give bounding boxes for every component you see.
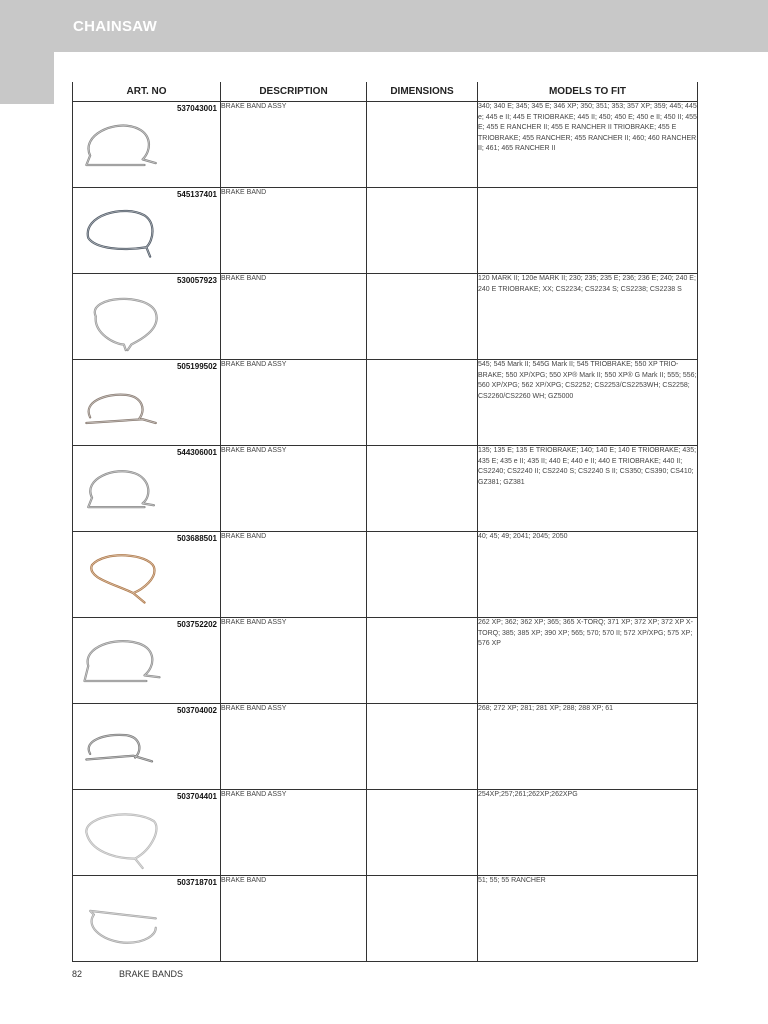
art-no: 503752202: [176, 620, 217, 629]
description-cell: BRAKE BAND ASSY: [221, 790, 367, 876]
dimensions-cell: [367, 704, 478, 790]
brake-band-image: [77, 546, 167, 614]
section-name: BRAKE BANDS: [119, 969, 184, 979]
page-title: CHAINSAW: [73, 18, 158, 35]
table-row: [73, 704, 698, 790]
column-header-description: DESCRIPTION: [221, 82, 367, 102]
brake-band-image: [77, 718, 167, 786]
parts-table: [72, 82, 698, 962]
dimensions-cell: [367, 274, 478, 360]
art-no-cell: [73, 704, 221, 790]
table-row: [73, 102, 698, 188]
models-to-fit-cell: 254XP;257;261;262XP;262XPG: [478, 790, 698, 876]
table-row: [73, 618, 698, 704]
page-number: 82: [72, 969, 83, 979]
brake-band-image: [77, 804, 167, 872]
brake-band-image: [77, 890, 167, 958]
brake-band-image: [77, 632, 167, 700]
art-no-cell: [73, 876, 221, 962]
art-no: 544306001: [176, 448, 217, 457]
header-side-tab: [0, 52, 54, 104]
models-to-fit-cell: 120 MARK II; 120e MARK II; 230; 235; 235 E; 236; 236 E; 240; 240 E; 240 E TRIOBRAKE; XX; CS2234; CS2234 S; CS2238; CS2238 S: [478, 274, 698, 360]
art-no: 505199502: [176, 362, 217, 371]
art-no-cell: [73, 618, 221, 704]
table-row: [73, 532, 698, 618]
art-no-cell: [73, 274, 221, 360]
dimensions-cell: [367, 790, 478, 876]
column-header-dimensions: DIMENSIONS: [367, 82, 478, 102]
art-no: 537043001: [176, 104, 217, 113]
description-cell: BRAKE BAND ASSY: [221, 102, 367, 188]
art-no: 545137401: [176, 190, 217, 199]
art-no-cell: [73, 446, 221, 532]
description-cell: BRAKE BAND: [221, 188, 367, 274]
dimensions-cell: [367, 188, 478, 274]
art-no-cell: [73, 188, 221, 274]
description-cell: BRAKE BAND ASSY: [221, 360, 367, 446]
column-header-models-to-fit: MODELS TO FIT: [478, 82, 698, 102]
models-to-fit-cell: 545; 545 Mark II; 545G Mark II; 545 TRIOBRAKE; 550 XP TRIO-BRAKE; 550 XP/XPG; 550 XP® Mark II; 550 XP® G Mark II; 555; 556; 560 XP/XPG; 562 XP/XPG; CS2252; CS2253/CS2253WH; CS2258; CS2260/CS2260 WH; GZ5000: [478, 360, 698, 446]
table-row: [73, 790, 698, 876]
art-no-cell: [73, 532, 221, 618]
brake-band-image: [77, 116, 167, 184]
models-to-fit-cell: 262 XP; 362; 362 XP; 365; 365 X-TORQ; 371 XP; 372 XP; 372 XP X-TORQ; 385; 385 XP; 390 XP; 565; 570; 570 II; 572 XP/XPG; 575 XP; 576 XP: [478, 618, 698, 704]
art-no: 503704401: [176, 792, 217, 801]
brake-band-image: [77, 288, 167, 356]
table-row: [73, 274, 698, 360]
models-to-fit-cell: 40; 45; 49; 2041; 2045; 2050: [478, 532, 698, 618]
art-no-cell: [73, 102, 221, 188]
art-no: 530057923: [176, 276, 217, 285]
dimensions-cell: [367, 102, 478, 188]
description-cell: BRAKE BAND: [221, 274, 367, 360]
description-cell: BRAKE BAND ASSY: [221, 446, 367, 532]
description-cell: BRAKE BAND ASSY: [221, 704, 367, 790]
dimensions-cell: [367, 360, 478, 446]
table-row: [73, 446, 698, 532]
dimensions-cell: [367, 618, 478, 704]
brake-band-image: [77, 460, 167, 528]
models-to-fit-cell: [478, 188, 698, 274]
art-no-cell: [73, 790, 221, 876]
models-to-fit-cell: 135; 135 E; 135 E TRIOBRAKE; 140; 140 E; 140 E TRIOBRAKE; 435; 435 E; 435 e II; 435 II; 440 E; 440 e II; 440 E TRIOBRAKE; 440 II; CS2240; CS2240 II; CS2240 S; CS2240 S II; CS350; CS390; CS410; GZ381; GZ381: [478, 446, 698, 532]
table-row: [73, 360, 698, 446]
brake-band-image: [77, 374, 167, 442]
dimensions-cell: [367, 446, 478, 532]
models-to-fit-cell: 51; 55; 55 RANCHER: [478, 876, 698, 962]
table-header-row: [73, 82, 698, 102]
dimensions-cell: [367, 532, 478, 618]
models-to-fit-cell: 340; 340 E; 345; 345 E; 346 XP; 350; 351; 353; 357 XP; 359; 445; 445 e; 445 e II; 445 E TRIOBRAKE; 445 II; 450; 450 E; 450 e II; 450 II; 455 E; 455 E RANCHER II; 455 E RANCHER II TRIOBRAKE; 455 E TRIOBRAKE; 455 RANCHER; 455 RANCHER II; 460; 460 RANCHER II; 461; 465 RANCHER II: [478, 102, 698, 188]
description-cell: BRAKE BAND ASSY: [221, 618, 367, 704]
column-header-art-no: ART. NO: [73, 82, 221, 102]
brake-band-image: [77, 202, 167, 270]
art-no: 503704002: [176, 706, 217, 715]
art-no: 503688501: [176, 534, 217, 543]
description-cell: BRAKE BAND: [221, 876, 367, 962]
dimensions-cell: [367, 876, 478, 962]
models-to-fit-cell: 268; 272 XP; 281; 281 XP; 288; 288 XP; 61: [478, 704, 698, 790]
art-no: 503718701: [176, 878, 217, 887]
description-cell: BRAKE BAND: [221, 532, 367, 618]
table-row: [73, 188, 698, 274]
table-row: [73, 876, 698, 962]
art-no-cell: [73, 360, 221, 446]
